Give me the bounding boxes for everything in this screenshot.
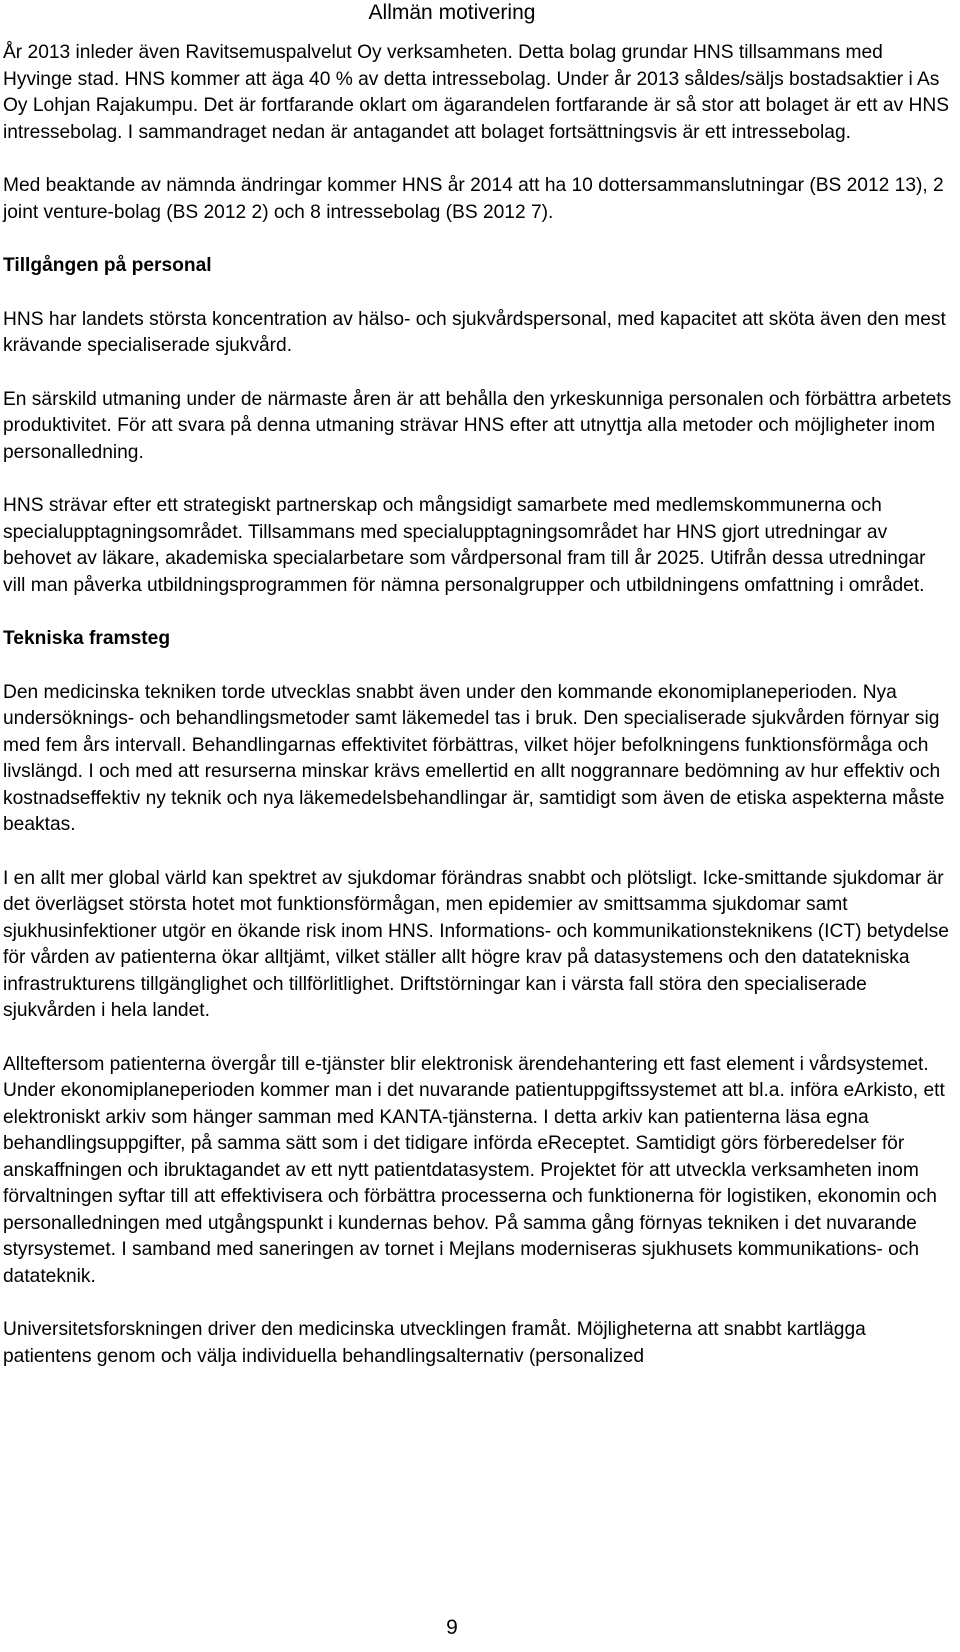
paragraph-global-diseases: I en allt mer global värld kan spektret av sjukdomar förändras snabbt och plötsligt. Icke-smittande sjukdomar är det överlägset största hotet mot funktionsförmågan, men epidemier av smittsamma sjukdomar samt sjukhusinfektioner utgör en ökande risk inom HNS. Informations- och kommunikationsteknikens (ICT) betydelse för vården av patienterna ökar alltjämt, vilket ställer allt högre krav på datasystemens och den datatekniska infrastrukturens tillgänglighet och tillförlitlighet. Driftstörningar kan i värsta fall störa den specialiserade sjukvården i hela landet. xyxy=(3,867,949,1021)
paragraph-medical-technology: Den medicinska tekniken torde utvecklas snabbt även under den kommande ekonomiplaneperioden. Nya undersöknings- och behandlingsmetoder samt läkemedel tas i bruk. Den specialiserade sjukvården förnyar sig med fem års intervall. Behandlingarnas effektivitet förbättras, vilket höjer befolkningens funktionsförmåga och livslängd. I och med att resurserna minskar krävs emellertid en allt noggrannare bedömning av hur effektiv och kostnadseffektiv ny teknik och nya läkemedelsbehandlingar är, samtidigt som även de etiska aspekterna måste beaktas. xyxy=(3,681,945,835)
page-number: 9 xyxy=(446,1616,458,1639)
paragraph-personnel-capacity: HNS har landets största koncentration av hälso- och sjukvårdspersonal, med kapacitet att sköta även den mest krävande specialiserade sjukvård. xyxy=(3,308,946,356)
paragraph-e-services: Allteftersom patienterna övergår till e-tjänster blir elektronisk ärendehantering ett fast element i vårdsystemet. Under ekonomiplaneperioden kommer man i det nuvarande patientuppgiftssystemet att bl.a. införa eArkisto, ett elektroniskt arkiv som hänger samman med KANTA-tjänsterna. I detta arkiv kan patienterna läsa egna behandlingsuppgifter, på samma sätt som i det tidigare införda eReceptet. Samtidigt görs förberedelser för anskaffningen och ibruktagandet av ett nytt patientdatasystem. Projektet för att utveckla verksamheten inom förvaltningen syftar till att effektivisera och förbättra processerna och funktionerna för logistiken, ekonomin och personalledningen med utgångspunkt i kundernas behov. På samma gång förnyas tekniken i det nuvarande styrsystemet. I samband med saneringen av tornet i Mejlans moderniseras sjukhusets kommunikations- och datateknik. xyxy=(3,1053,945,1287)
paragraph-university-research: Universitetsforskningen driver den medicinska utvecklingen framåt. Möjligheterna att snabbt kartlägga patientens genom och välja individuella behandlingsalternativ (personalized xyxy=(3,1319,866,1367)
paragraph-partnership: HNS strävar efter ett strategiskt partnerskap och mångsidigt samarbete med medlemskommunerna och specialupptagningsområdet. Tillsammans med specialupptagningsområdet har HNS gjort utredningar av behovet av läkare, akademiska specialarbetare som vårdpersonal fram till år 2025. Utifrån dessa utredningar vill man påverka utbildningsprogrammen för nämna personalgrupper och utbildningens omfattning i området. xyxy=(3,495,926,596)
page-header: Allmän motivering xyxy=(368,1,536,24)
document-body xyxy=(3,40,953,1397)
paragraph-subsidiaries: Med beaktande av nämnda ändringar kommer HNS år 2014 att ha 10 dottersammanslutningar (BS 2012 13), 2 joint venture-bolag (BS 2012 2) och 8 intressebolag (BS 2012 7). xyxy=(3,175,944,223)
heading-technical-progress: Tekniska framsteg xyxy=(3,628,171,649)
heading-personnel: Tillgången på personal xyxy=(3,255,212,276)
paragraph-intro: År 2013 inleder även Ravitsemuspalvelut Oy verksamheten. Detta bolag grundar HNS tillsammans med Hyvinge stad. HNS kommer att äga 40 % av detta intressebolag. Under år 2013 såldes/säljs bostadsaktier i As Oy Lohjan Rajakumpu. Det är fortfarande oklart om ägarandelen fortfarande är så stor att bolaget är ett av HNS intressebolag. I sammandraget nedan är antagandet att bolaget fortsättningsvis är ett intressebolag. xyxy=(3,42,950,143)
paragraph-personnel-challenge: En särskild utmaning under de närmaste åren är att behålla den yrkeskunniga personalen och förbättra arbetets produktivitet. För att svara på denna utmaning strävar HNS efter att utnyttja alla metoder och möjligheter inom personalledning. xyxy=(3,388,952,463)
